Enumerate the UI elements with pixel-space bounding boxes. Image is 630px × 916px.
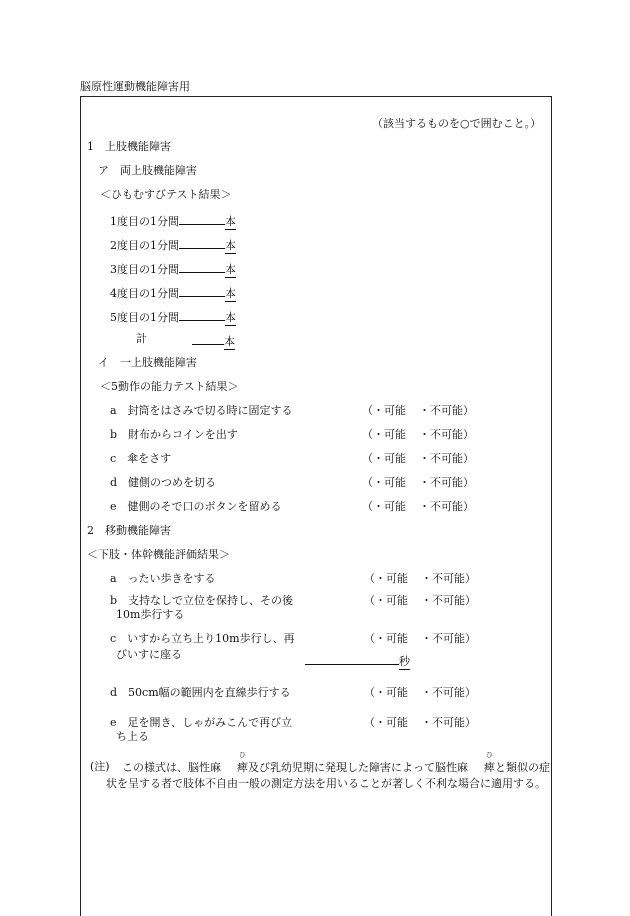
- choice-open: （: [362, 500, 373, 513]
- total-blank[interactable]: [192, 332, 224, 345]
- choice-upper-c[interactable]: [362, 452, 474, 466]
- choice-can[interactable]: ・可能: [375, 594, 408, 607]
- count-blank[interactable]: [179, 284, 225, 297]
- tie-row-label: 4度目の1分間: [110, 287, 179, 300]
- choice-lower-d[interactable]: [364, 686, 476, 700]
- tie-row-1: [110, 212, 236, 230]
- tie-row-5: [110, 308, 236, 326]
- choice-cannot[interactable]: ・不可能）: [421, 572, 476, 585]
- upper-item-a: [110, 404, 293, 418]
- item-letter: e: [110, 716, 117, 729]
- item-text: 傘をさす: [127, 452, 172, 465]
- note-label: (注): [90, 760, 110, 773]
- item-letter: c: [110, 452, 117, 465]
- tie-row-3: [110, 260, 236, 278]
- item-letter: d: [110, 686, 118, 699]
- item-text: 封筒をはさみで切る時に固定する: [127, 404, 293, 417]
- choice-cannot[interactable]: ・不可能）: [419, 428, 474, 441]
- lower-limb-test-title: ＜下肢・体幹機能評価結果＞: [87, 548, 230, 561]
- choice-cannot[interactable]: ・不可能）: [421, 594, 476, 607]
- choice-open: （: [364, 716, 375, 729]
- note-text-part2: 及び乳幼児期に発現した障害によって脳性麻: [248, 761, 468, 774]
- section1-subA-heading: ア 両上肢機能障害: [98, 164, 197, 177]
- tie-total-label: 計: [136, 332, 147, 345]
- section1-subB-heading: イ 一上肢機能障害: [98, 356, 197, 369]
- choice-open: （: [362, 476, 373, 489]
- choice-open: （: [362, 452, 373, 465]
- item-text: ったい歩きをする: [127, 572, 216, 585]
- choice-can[interactable]: ・可能: [373, 452, 406, 465]
- choice-can[interactable]: ・可能: [373, 476, 406, 489]
- choice-open: （: [364, 572, 375, 585]
- choice-open: （: [364, 686, 375, 699]
- item-text: 健側のそで口のボタンを留める: [127, 500, 282, 513]
- ruby-reading: ひ: [239, 751, 246, 759]
- ruby-hi-2: [468, 751, 495, 776]
- choice-open: （: [362, 404, 373, 417]
- choice-cannot[interactable]: ・不可能）: [421, 632, 476, 645]
- lower-item-c: [110, 632, 295, 646]
- ruby-hi-1: [221, 751, 248, 776]
- unit-label: 本: [225, 239, 236, 252]
- choice-open: （: [364, 594, 375, 607]
- choice-open: （: [364, 632, 375, 645]
- instruction: （該当するものを○で囲むこと。）: [372, 117, 542, 130]
- choice-can[interactable]: ・可能: [375, 686, 408, 699]
- choice-cannot[interactable]: ・不可能）: [419, 500, 474, 513]
- ruby-base: 痺: [484, 761, 495, 774]
- upper-item-e: [110, 500, 282, 514]
- choice-lower-a[interactable]: [364, 572, 476, 586]
- lower-item-e: [110, 716, 292, 730]
- choice-can[interactable]: ・可能: [375, 716, 408, 729]
- choice-upper-d[interactable]: [362, 476, 474, 490]
- lower-item-c-line2: びいすに座る: [116, 648, 182, 661]
- item-text: 財布からコインを出す: [128, 428, 238, 441]
- lower-item-a: [110, 572, 216, 586]
- seconds-field: [305, 652, 410, 670]
- item-letter: b: [110, 428, 118, 441]
- item-text: 支持なしで立位を保持し、その後: [128, 594, 294, 607]
- tie-total-row: [192, 332, 235, 350]
- choice-upper-e[interactable]: [362, 500, 474, 514]
- item-text: 50cm幅の範囲内を直線歩行する: [128, 686, 291, 699]
- choice-can[interactable]: ・可能: [375, 632, 408, 645]
- count-blank[interactable]: [179, 260, 225, 273]
- upper-item-d: [110, 476, 216, 490]
- choice-upper-a[interactable]: [362, 404, 474, 418]
- choice-lower-c[interactable]: [364, 632, 476, 646]
- tie-row-label: 3度目の1分間: [110, 263, 179, 276]
- section2-heading: 2 移動機能障害: [87, 524, 171, 537]
- tie-row-4: [110, 284, 236, 302]
- item-letter: d: [110, 476, 118, 489]
- choice-upper-b[interactable]: [362, 428, 474, 442]
- five-actions-test-title: ＜5動作の能力テスト結果＞: [100, 380, 239, 393]
- lower-item-d: [110, 686, 291, 700]
- choice-cannot[interactable]: ・不可能）: [419, 404, 474, 417]
- lower-item-e-line2: ち上る: [116, 730, 149, 743]
- choice-can[interactable]: ・可能: [373, 404, 406, 417]
- item-letter: b: [110, 594, 118, 607]
- item-letter: a: [110, 404, 117, 417]
- tie-row-label: 2度目の1分間: [110, 239, 179, 252]
- choice-can[interactable]: ・可能: [375, 572, 408, 585]
- unit-label: 本: [224, 335, 235, 348]
- unit-label: 本: [225, 263, 236, 276]
- form-title: 脳原性運動機能障害用: [80, 80, 190, 93]
- item-text: いすから立ち上り10m歩行し、再: [127, 632, 295, 645]
- unit-label: 本: [225, 287, 236, 300]
- count-blank[interactable]: [179, 308, 225, 321]
- item-letter: c: [110, 632, 117, 645]
- upper-item-b: [110, 428, 238, 442]
- tie-row-2: [110, 236, 236, 254]
- tie-row-label: 1度目の1分間: [110, 215, 179, 228]
- item-text: 足を開き、しゃがみこんで再び立: [127, 716, 293, 729]
- note-text-part3: と類似の症状を呈する者で肢体不自由一般の測定方法を用いることが著しく不利な場合に適用する。: [106, 761, 550, 790]
- note-text: [106, 751, 550, 792]
- upper-item-c: [110, 452, 171, 466]
- choice-lower-e[interactable]: [364, 716, 476, 730]
- count-blank[interactable]: [179, 212, 225, 225]
- choice-cannot[interactable]: ・不可能）: [421, 686, 476, 699]
- ruby-reading: ひ: [486, 751, 493, 759]
- choice-cannot[interactable]: ・不可能）: [421, 716, 476, 729]
- choice-can[interactable]: ・可能: [373, 500, 406, 513]
- himomusubi-test-title: ＜ひもむすびテスト結果＞: [100, 188, 232, 201]
- ruby-base: 痺: [237, 761, 248, 774]
- choice-lower-b[interactable]: [364, 594, 476, 608]
- choice-open: （: [362, 428, 373, 441]
- item-letter: a: [110, 572, 117, 585]
- seconds-unit: 秒: [399, 655, 410, 668]
- unit-label: 本: [225, 215, 236, 228]
- item-letter: e: [110, 500, 117, 513]
- item-text: 健側のつめを切る: [128, 476, 217, 489]
- choice-cannot[interactable]: ・不可能）: [419, 476, 474, 489]
- section1-heading: 1 上肢機能障害: [87, 140, 171, 153]
- lower-item-b-line2: 10m歩行する: [116, 608, 185, 621]
- seconds-blank[interactable]: [305, 652, 399, 665]
- choice-can[interactable]: ・可能: [373, 428, 406, 441]
- tie-row-label: 5度目の1分間: [110, 311, 179, 324]
- note-text-part1: この様式は、脳性麻: [122, 761, 221, 774]
- unit-label: 本: [225, 311, 236, 324]
- count-blank[interactable]: [179, 236, 225, 249]
- choice-cannot[interactable]: ・不可能）: [419, 452, 474, 465]
- lower-item-b: [110, 594, 293, 608]
